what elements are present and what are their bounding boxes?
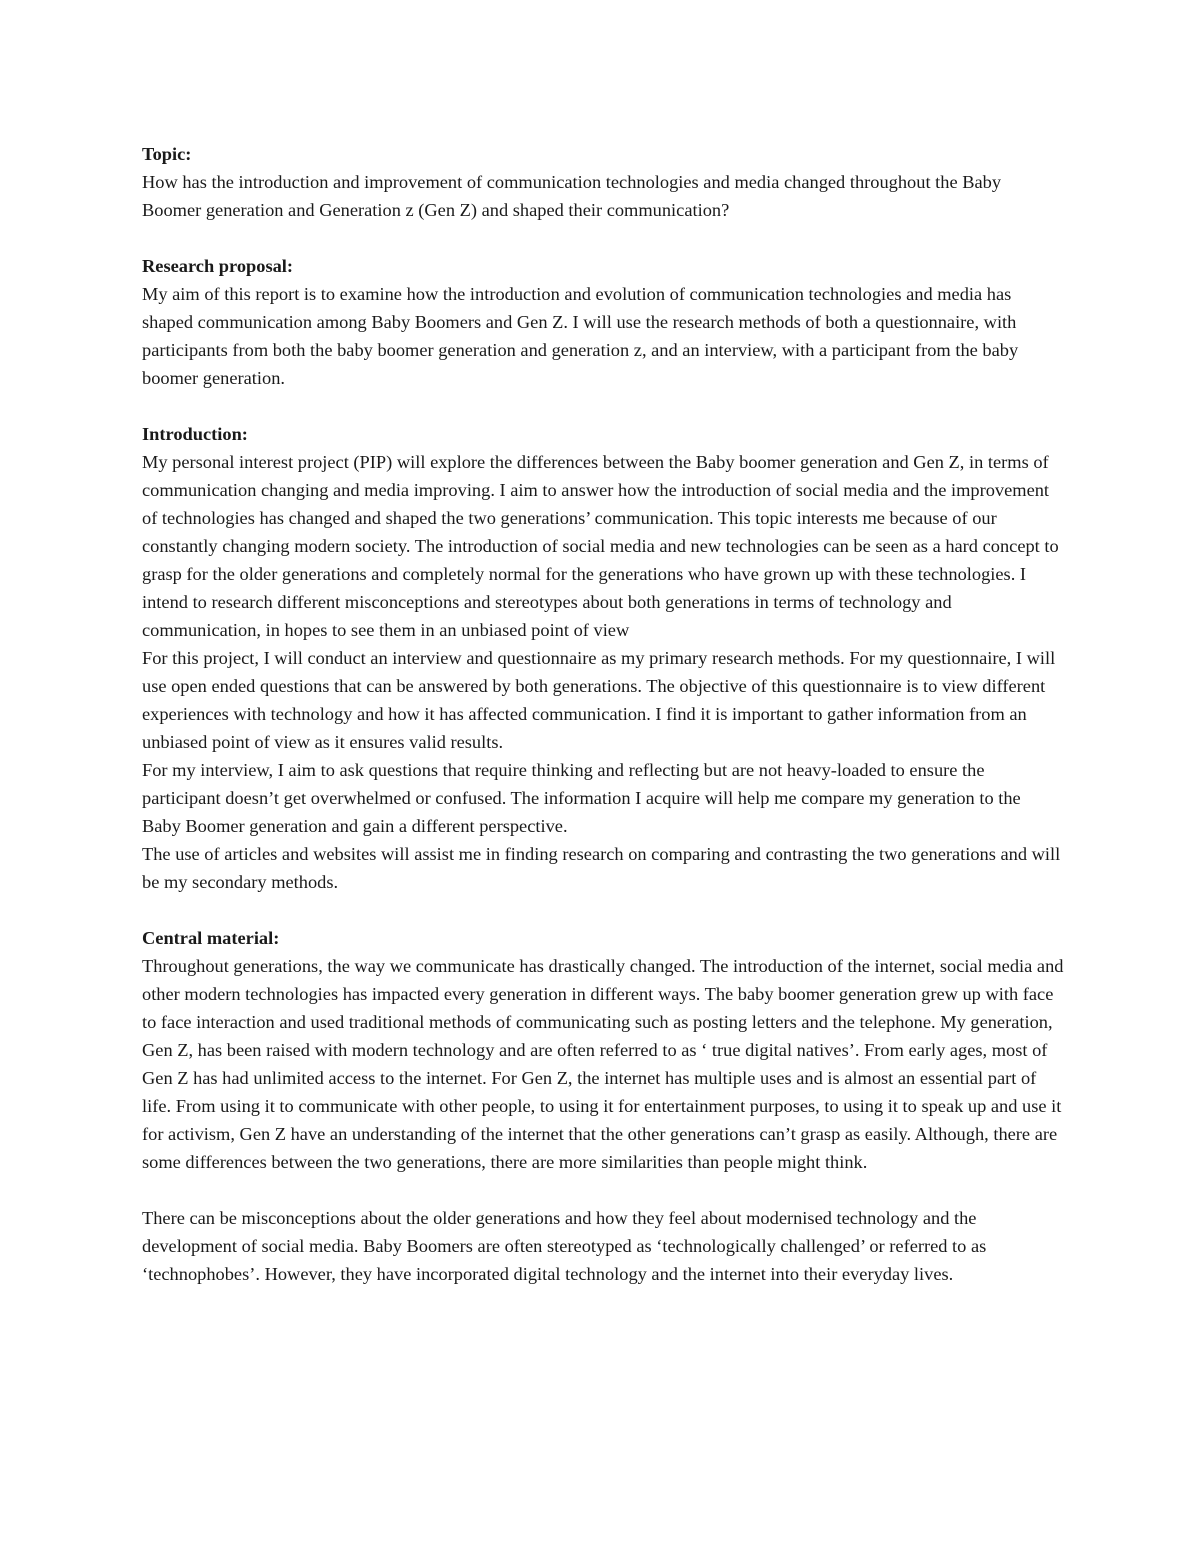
- paragraph: How has the introduction and improvement of communication technologies and media changed throughout the Baby Boomer generation and Generation z (Gen Z) and shaped their communication?: [142, 172, 1002, 220]
- section-heading: Research proposal:: [142, 256, 294, 276]
- section-heading: Topic:: [142, 144, 192, 164]
- paragraph: Throughout generations, the way we communicate has drastically changed. The introduction of the internet, social media and other modern technologies has impacted every generation in different ways. The baby boomer generation grew up with face to face interaction and used traditional methods of communicating such as posting letters and the telephone. My generation, Gen Z, has been raised with modern technology and are often referred to as ‘ true digital natives’. From early ages, most of Gen Z has had unlimited access to the internet. For Gen Z, the internet has multiple uses and is almost an essential part of life. From using it to communicate with other people, to using it for entertainment purposes, to using it to speak up and use it for activism, Gen Z have an understanding of the internet that the other generations can’t grasp as easily. Although, there are some differences between the two generations, there are more similarities than people might think.: [142, 956, 1064, 1172]
- paragraph: The use of articles and websites will assist me in finding research on comparing and contrasting the two generations and will be my secondary methods.: [142, 844, 1061, 892]
- paragraph: There can be misconceptions about the older generations and how they feel about modernised technology and the development of social media. Baby Boomers are often stereotyped as ‘technologically challenged’ or referred to as ‘technophobes’. However, they have incorporated digital technology and the internet into their everyday lives.: [142, 1208, 987, 1284]
- paragraph: My aim of this report is to examine how the introduction and evolution of communication technologies and media has shaped communication among Baby Boomers and Gen Z. I will use the research methods of both a questionnaire, with participants from both the baby boomer generation and generation z, and an interview, with a participant from the baby boomer generation.: [142, 284, 1019, 388]
- section-introduction: [142, 420, 1064, 896]
- section-heading: Introduction:: [142, 424, 248, 444]
- document-page: [142, 140, 1064, 1288]
- section-research-proposal: [142, 252, 1064, 392]
- section-heading: Central material:: [142, 928, 280, 948]
- paragraph: For my interview, I aim to ask questions that require thinking and reflecting but are not heavy-loaded to ensure the participant doesn’t get overwhelmed or confused. The information I acquire will help me compare my generation to the Baby Boomer generation and gain a different perspective.: [142, 760, 1021, 836]
- section-topic: [142, 140, 1064, 224]
- section-central-material: [142, 924, 1064, 1288]
- paragraph: My personal interest project (PIP) will explore the differences between the Baby boomer generation and Gen Z, in terms of communication changing and media improving. I aim to answer how the introduction of social media and the improvement of technologies has changed and shaped the two generations’ communication. This topic interests me because of our constantly changing modern society. The introduction of social media and new technologies can be seen as a hard concept to grasp for the older generations and completely normal for the generations who have grown up with these technologies. I intend to research different misconceptions and stereotypes about both generations in terms of technology and communication, in hopes to see them in an unbiased point of view: [142, 452, 1059, 640]
- paragraph: For this project, I will conduct an interview and questionnaire as my primary research methods. For my questionnaire, I will use open ended questions that can be answered by both generations. The objective of this questionnaire is to view different experiences with technology and how it has affected communication. I find it is important to gather information from an unbiased point of view as it ensures valid results.: [142, 648, 1056, 752]
